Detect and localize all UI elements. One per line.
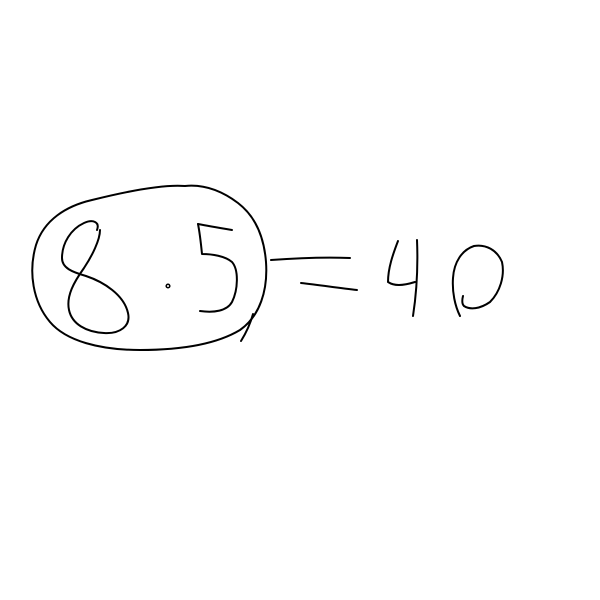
digit-4-stroke	[388, 241, 415, 285]
decimal-point-dot	[166, 284, 170, 288]
digit-5-stroke	[198, 224, 232, 230]
digit-0-stroke	[453, 246, 503, 316]
digit-5-stroke-lower	[198, 224, 237, 312]
equals-bottom-stroke	[301, 283, 357, 290]
equals-top-stroke	[271, 258, 350, 260]
digit-8-stroke	[62, 221, 128, 333]
digit-4-stem-stroke	[413, 240, 417, 316]
